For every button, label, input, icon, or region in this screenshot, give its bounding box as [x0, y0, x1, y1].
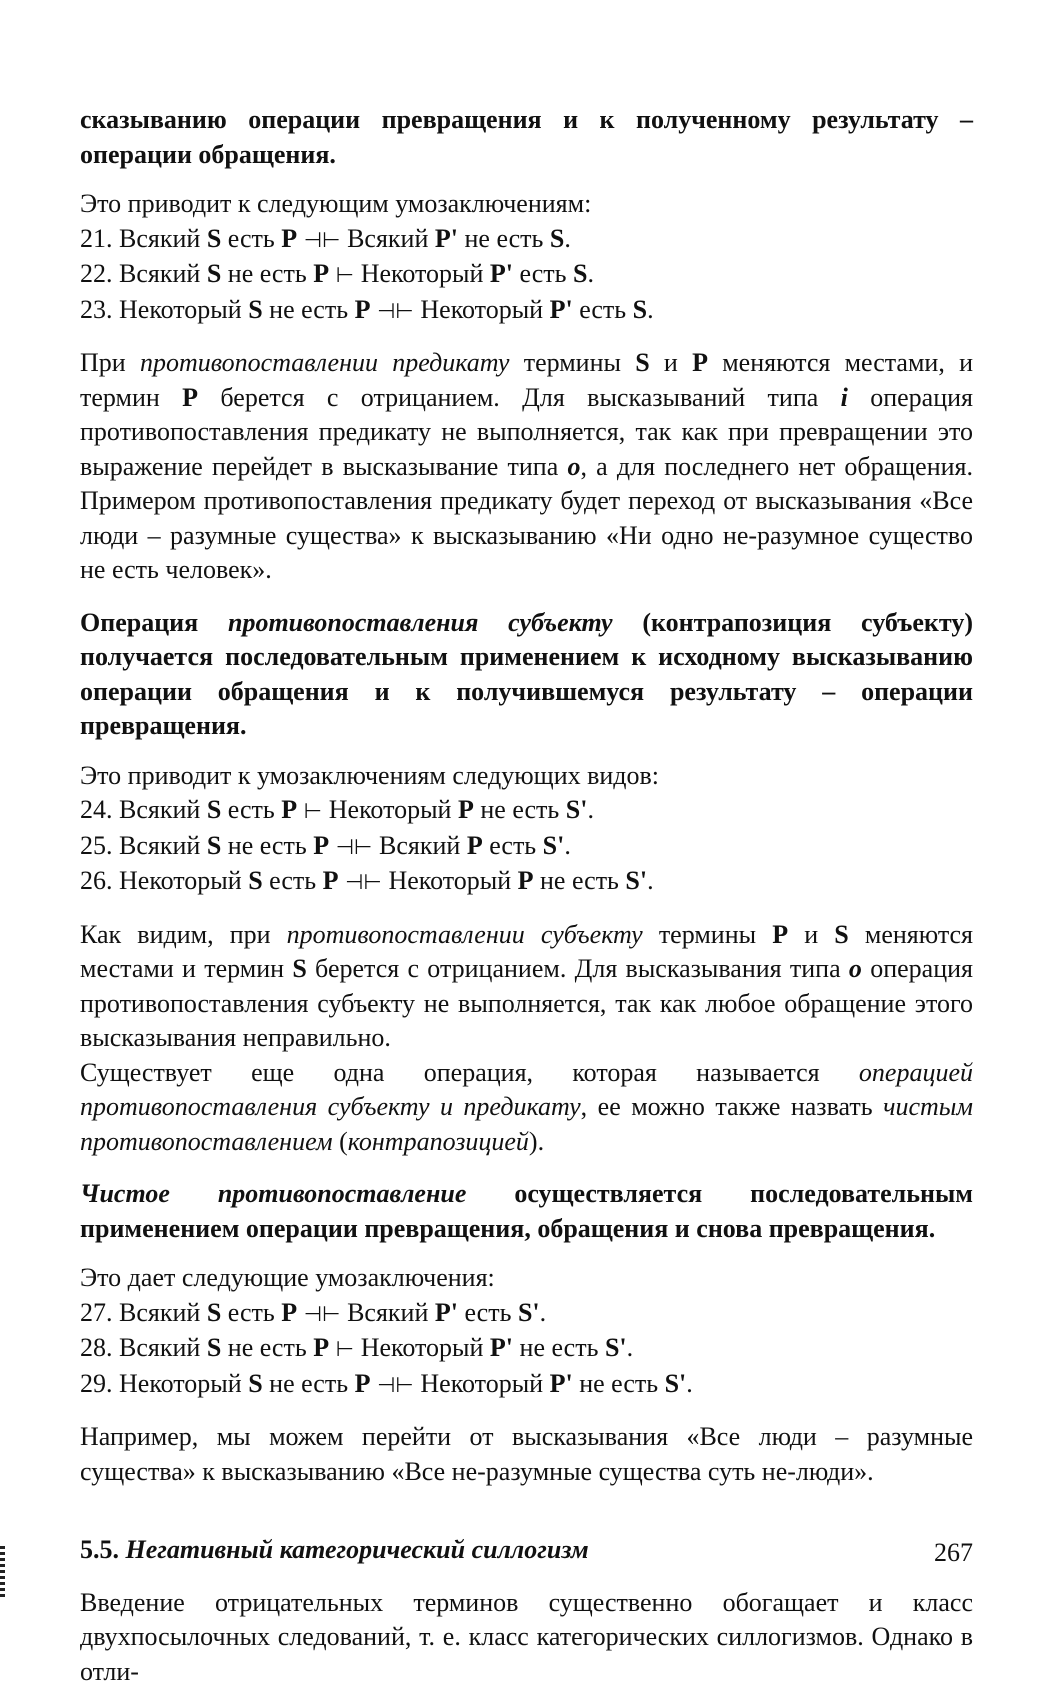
inference-part-op: ⊢	[329, 1337, 361, 1361]
inference-part-s2: S	[633, 295, 647, 324]
scan-edge-mark	[0, 1546, 5, 1600]
inference-part-a: Всякий	[119, 224, 207, 253]
inference-part-b: не есть	[221, 1333, 313, 1362]
inference-item	[80, 1367, 973, 1403]
inference-part-e: .	[587, 795, 594, 824]
inference-item	[80, 793, 973, 829]
inference-part-n: 22.	[80, 259, 113, 288]
inference-part-p2: P	[467, 831, 483, 860]
inference-part-c: Некоторый	[361, 1333, 490, 1362]
page-body	[80, 103, 973, 1689]
inference-part-p2: P'	[435, 1298, 458, 1327]
inference-part-p2: P'	[550, 1369, 573, 1398]
inference-part-p: P	[355, 1369, 371, 1398]
inference-item	[80, 293, 973, 329]
inference-part-n: 21.	[80, 224, 113, 253]
inference-part-n: 23.	[80, 295, 113, 324]
paragraph-intro-2: Это приводит к умозаключениям следующих видов:	[80, 759, 973, 794]
inference-part-p: P	[281, 224, 297, 253]
inference-item	[80, 1296, 973, 1332]
paragraph-subject-note: Как видим, при противопоставлении субъекту термины P и S меняются местами и термин S берется с отрицанием. Для высказывания типа o операция противопоставления субъекту не выполняется, так как любое обращение этого высказывания неправильно.	[80, 918, 973, 1056]
inference-part-p: P	[313, 831, 329, 860]
paragraph-intro-1: Это приводит к следующим умозаключениям:	[80, 187, 973, 222]
inference-part-n: 28.	[80, 1333, 113, 1362]
inference-part-p2: P'	[490, 259, 513, 288]
inference-part-n: 27.	[80, 1298, 113, 1327]
inference-item	[80, 864, 973, 900]
inference-part-e: .	[564, 831, 571, 860]
inference-part-c: Некоторый	[388, 866, 517, 895]
inference-part-s: S	[207, 1298, 221, 1327]
inference-part-s2: S'	[566, 795, 588, 824]
inference-part-op: ⊣⊢	[329, 835, 379, 859]
inference-part-e: .	[564, 224, 571, 253]
paragraph-intro-3: Это дает следующие умозаключения:	[80, 1261, 973, 1296]
inference-part-d: есть	[458, 1298, 518, 1327]
inference-part-e: .	[587, 259, 594, 288]
inference-part-s: S	[207, 831, 221, 860]
inference-part-p: P	[313, 259, 329, 288]
paragraph-pure-contraposition: Существует еще одна операция, которая называется операцией противопоставления субъекту и предикату, ее можно также назвать чистым противопоставлением (контрапозицией).	[80, 1056, 973, 1160]
inference-part-e: .	[647, 866, 654, 895]
inference-part-d: не есть	[534, 866, 626, 895]
inference-part-b: есть	[221, 1298, 281, 1327]
inference-part-p2: P'	[435, 224, 458, 253]
inference-part-d: не есть	[513, 1333, 605, 1362]
inference-part-d: есть	[483, 831, 543, 860]
inference-part-c: Всякий	[379, 831, 467, 860]
inference-part-n: 29.	[80, 1369, 113, 1398]
inference-part-d: не есть	[474, 795, 566, 824]
inference-part-c: Некоторый	[329, 795, 458, 824]
inference-part-p2: P'	[550, 295, 573, 324]
inference-part-p2: P'	[490, 1333, 513, 1362]
inference-part-c: Некоторый	[420, 1369, 549, 1398]
inference-part-c: Некоторый	[361, 259, 490, 288]
inference-part-d: есть	[573, 295, 633, 324]
inference-item	[80, 222, 973, 258]
inference-part-op: ⊣⊢	[297, 228, 347, 252]
inference-part-a: Некоторый	[119, 866, 248, 895]
section-heading: 5.5. Негативный категорический силлогизм	[80, 1533, 973, 1568]
inference-part-e: .	[686, 1369, 693, 1398]
inference-part-s2: S	[550, 224, 564, 253]
inference-part-op: ⊣⊢	[297, 1302, 347, 1326]
page-number: 267	[934, 1538, 973, 1568]
inference-part-p: P	[355, 295, 371, 324]
inference-part-a: Всякий	[119, 1298, 207, 1327]
inference-part-n: 26.	[80, 866, 113, 895]
inference-part-a: Некоторый	[119, 295, 248, 324]
inference-part-b: есть	[263, 866, 323, 895]
inference-part-op: ⊣⊢	[370, 1373, 420, 1397]
inference-list-3	[80, 1296, 973, 1403]
inference-part-op: ⊣⊢	[370, 299, 420, 323]
inference-part-s: S	[248, 295, 262, 324]
inference-item	[80, 257, 973, 293]
inference-part-a: Всякий	[119, 259, 207, 288]
inference-part-b: не есть	[263, 1369, 355, 1398]
inference-part-d: не есть	[458, 224, 550, 253]
inference-part-d: не есть	[573, 1369, 665, 1398]
inference-part-a: Всякий	[119, 1333, 207, 1362]
inference-part-n: 24.	[80, 795, 113, 824]
paragraph-example: Например, мы можем перейти от высказывания «Все люди – разумные существа» к высказыванию «Все не-разумные существа суть не-люди».	[80, 1420, 973, 1489]
inference-part-b: не есть	[263, 295, 355, 324]
inference-part-p2: P	[518, 866, 534, 895]
inference-item	[80, 1331, 973, 1367]
inference-part-s2: S'	[665, 1369, 687, 1398]
inference-part-a: Всякий	[119, 831, 207, 860]
inference-part-op: ⊣⊢	[339, 870, 389, 894]
inference-part-c: Всякий	[347, 224, 435, 253]
inference-part-s2: S'	[543, 831, 565, 860]
inference-part-e: .	[627, 1333, 634, 1362]
inference-part-e: .	[647, 295, 654, 324]
inference-part-s2: S	[573, 259, 587, 288]
inference-part-s: S	[207, 224, 221, 253]
inference-part-s2: S'	[518, 1298, 540, 1327]
inference-part-op: ⊢	[297, 799, 329, 823]
inference-part-b: не есть	[221, 259, 313, 288]
bold-paragraph-pure: Чистое противопоставление осуществляется последовательным применением операции превращения, обращения и снова превращения.	[80, 1177, 973, 1246]
inference-part-s: S	[207, 259, 221, 288]
bold-paragraph-1: сказыванию операции превращения и к полученному результату – операции обращения.	[80, 103, 973, 172]
inference-part-c: Некоторый	[420, 295, 549, 324]
inference-part-s: S	[207, 1333, 221, 1362]
inference-part-a: Некоторый	[119, 1369, 248, 1398]
inference-part-p: P	[281, 795, 297, 824]
inference-part-c: Всякий	[347, 1298, 435, 1327]
inference-part-s2: S'	[605, 1333, 627, 1362]
inference-part-p: P	[281, 1298, 297, 1327]
inference-item	[80, 829, 973, 865]
paragraph-predicate-contraposition: При противопоставлении предикату термины S и P меняются местами, и термин P берется с отрицанием. Для высказываний типа i операция противопоставления предикату не выполняется, так как при превращении это выражение перейдет в высказывание типа o, а для последнего нет обращения. Примером противопоставления предикату будет переход от высказывания «Все люди – разумные существа» к высказыванию «Ни одно не-разумное существо не есть человек».	[80, 346, 973, 588]
inference-part-op: ⊢	[329, 263, 361, 287]
inference-part-s2: S'	[625, 866, 647, 895]
inference-list-2	[80, 793, 973, 900]
inference-part-b: не есть	[221, 831, 313, 860]
inference-list-1	[80, 222, 973, 329]
inference-part-a: Всякий	[119, 795, 207, 824]
inference-part-b: есть	[221, 795, 281, 824]
inference-part-s: S	[248, 866, 262, 895]
inference-part-p: P	[313, 1333, 329, 1362]
inference-part-e: .	[540, 1298, 547, 1327]
inference-part-s: S	[248, 1369, 262, 1398]
inference-part-d: есть	[513, 259, 573, 288]
bold-paragraph-subject-contraposition: Операция противопоставления субъекту (контрапозиция субъекту) получается последовательным применением к исходному высказыванию операции обращения и к получившемуся результату – операции превращения.	[80, 606, 973, 744]
inference-part-p: P	[323, 866, 339, 895]
inference-part-b: есть	[221, 224, 281, 253]
inference-part-s: S	[207, 795, 221, 824]
inference-part-n: 25.	[80, 831, 113, 860]
paragraph-syllogism: Введение отрицательных терминов существенно обогащает и класс двухпосылочных следований, т. е. класс категорических силлогизмов. Однако в отли-	[80, 1586, 973, 1689]
inference-part-p2: P	[458, 795, 474, 824]
